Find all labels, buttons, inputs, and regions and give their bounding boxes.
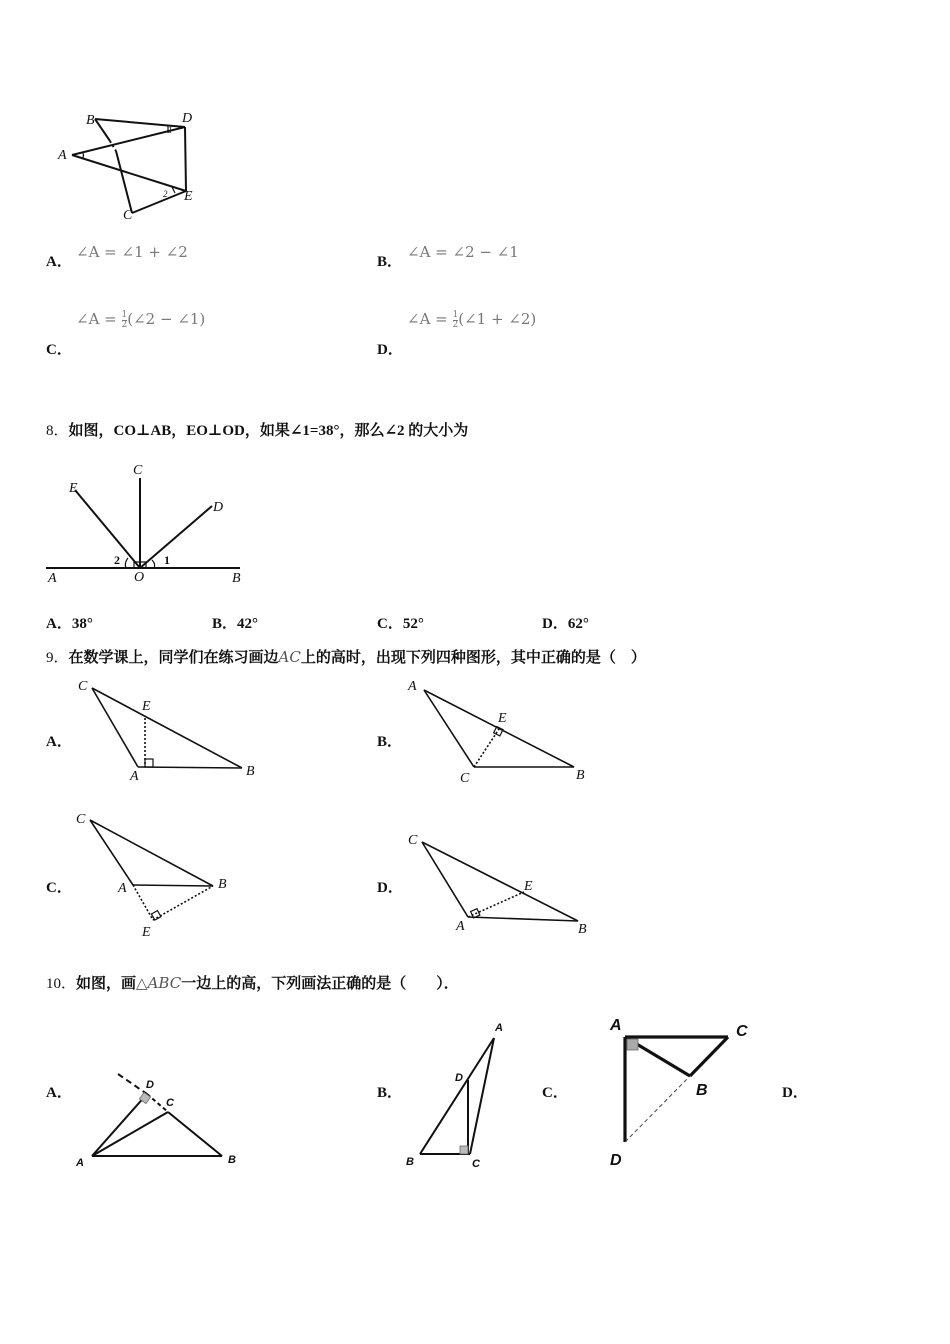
q7-angle-1: 1 xyxy=(168,125,173,135)
q9b-point-E: E xyxy=(498,711,507,726)
q10-option-b-label: B． xyxy=(377,1085,403,1101)
q7-angle-2: 2 xyxy=(163,189,168,199)
q10a-point-A: A xyxy=(76,1157,84,1169)
q10-number: 10． xyxy=(46,976,77,992)
q9-option-d-figure xyxy=(402,824,602,940)
q8-option-b-label: B． xyxy=(212,616,238,632)
q7-point-A: A xyxy=(58,148,67,163)
q7-option-b-formula: ∠A = ∠2 − ∠1 xyxy=(407,243,519,261)
q9a-point-E: E xyxy=(142,699,151,714)
q7-option-c-num: 1 xyxy=(121,309,128,320)
q8-option-c xyxy=(377,612,424,633)
q8-number: 8． xyxy=(46,423,69,439)
q9b-point-B: B xyxy=(576,768,585,783)
q7-option-d-label: D． xyxy=(377,342,403,358)
q8-point-O: O xyxy=(134,570,145,585)
q8-angle-2: 2 xyxy=(114,553,120,567)
q7-point-B: B xyxy=(86,113,95,128)
q9-option-c-label: C． xyxy=(46,880,72,896)
q7-option-c-den: 2 xyxy=(121,319,128,330)
q10c-point-C: C xyxy=(736,1023,748,1040)
q8-option-c-label: C． xyxy=(377,616,403,632)
q7-option-d-den: 2 xyxy=(452,319,459,330)
q9c-point-B: B xyxy=(218,877,227,892)
q8-option-a-label: A． xyxy=(46,616,72,632)
q10c-point-B: B xyxy=(696,1082,708,1099)
q7-option-c-label: C． xyxy=(46,342,72,358)
q8-option-d-value: 62° xyxy=(567,616,589,632)
q10b-point-C: C xyxy=(472,1158,480,1170)
q9a-point-B: B xyxy=(246,764,255,779)
q10a-point-B: B xyxy=(228,1154,236,1166)
q9-math: AC xyxy=(278,648,301,666)
q9-text-after: 上的高时，出现下列四种图形，其中正确的是（ ） xyxy=(300,650,646,666)
q10a-point-C: C xyxy=(166,1097,174,1109)
q8-figure xyxy=(40,458,260,588)
q9-number: 9． xyxy=(46,650,69,666)
q8-point-D: D xyxy=(213,500,224,515)
q9-option-c-figure xyxy=(70,806,270,942)
q10-option-b-figure xyxy=(400,1014,520,1174)
q10b-point-A: A xyxy=(495,1022,503,1034)
q8-option-b-value: 42° xyxy=(237,616,259,632)
q8-point-A: A xyxy=(48,571,57,586)
q9d-point-B: B xyxy=(578,922,587,937)
q8-point-B: B xyxy=(232,571,241,586)
q10b-point-B: B xyxy=(406,1156,414,1168)
q7-point-E: E xyxy=(184,189,193,204)
q9d-point-C: C xyxy=(408,833,418,848)
q10a-point-D: D xyxy=(146,1079,154,1091)
q8-option-d-label: D． xyxy=(542,616,568,632)
q7-figure xyxy=(50,105,220,225)
q10-math: △ABC xyxy=(136,974,182,992)
q8-option-a xyxy=(46,612,93,633)
q8-point-C: C xyxy=(133,463,143,478)
q9d-point-A: A xyxy=(456,919,465,934)
q10-option-a-figure xyxy=(70,1066,250,1174)
q7-option-d-formula xyxy=(407,310,536,330)
q8-angle-1: 1 xyxy=(164,553,170,567)
q10-text-after: 一边上的高，下列画法正确的是（ ）． xyxy=(181,976,459,992)
q10c-point-D: D xyxy=(610,1152,622,1169)
q9c-point-E: E xyxy=(142,925,151,940)
q8-text: 如图，CO⊥AB，EO⊥OD，如果∠1=38°，那么∠2 的大小为 xyxy=(68,423,469,439)
q9c-point-C: C xyxy=(76,812,86,827)
q7-option-c-rest: (∠2 − ∠1) xyxy=(127,310,206,328)
q7-option-b-label: B． xyxy=(377,254,403,270)
q10-option-c-label: C． xyxy=(542,1085,568,1101)
q9-option-a-figure xyxy=(70,674,270,786)
q10-text-before: 如图，画 xyxy=(76,976,137,992)
q8-option-c-value: 52° xyxy=(402,616,424,632)
q9-stem xyxy=(46,646,646,667)
q9-text-before: 在数学课上，同学们在练习画边 xyxy=(68,650,279,666)
q7-point-C: C xyxy=(123,208,133,223)
q8-stem xyxy=(46,419,468,440)
q9d-point-E: E xyxy=(524,879,533,894)
q9-option-b-label: B． xyxy=(377,734,403,750)
q7-option-a-label: A． xyxy=(46,254,72,270)
q10-option-c-figure xyxy=(600,1010,770,1174)
q9b-point-C: C xyxy=(460,771,470,786)
q7-point-D: D xyxy=(182,111,193,126)
q9-option-a-label: A． xyxy=(46,734,72,750)
q7-option-a-formula: ∠A = ∠1 + ∠2 xyxy=(76,243,188,261)
q7-option-d-num: 1 xyxy=(452,309,459,320)
q10-option-d-label: D． xyxy=(782,1085,808,1101)
q10c-point-A: A xyxy=(610,1017,622,1034)
q10-stem xyxy=(46,972,459,993)
q8-point-E: E xyxy=(69,481,78,496)
q8-option-b xyxy=(212,612,258,633)
q9a-point-A: A xyxy=(130,769,139,784)
q10b-point-D: D xyxy=(455,1072,463,1084)
q8-option-d xyxy=(542,612,589,633)
q8-option-a-value: 38° xyxy=(71,616,93,632)
q9-option-d-label: D． xyxy=(377,880,403,896)
q7-option-d-prefix: ∠A = xyxy=(407,310,453,328)
q10-option-a-label: A． xyxy=(46,1085,72,1101)
q9-option-b-figure xyxy=(402,674,602,786)
q7-option-c-prefix: ∠A = xyxy=(76,310,122,328)
q7-option-c-formula xyxy=(76,310,205,330)
q7-option-d-rest: (∠1 + ∠2) xyxy=(458,310,537,328)
q9c-point-A: A xyxy=(118,881,127,896)
q9a-point-C: C xyxy=(78,679,88,694)
q9b-point-A: A xyxy=(408,679,417,694)
